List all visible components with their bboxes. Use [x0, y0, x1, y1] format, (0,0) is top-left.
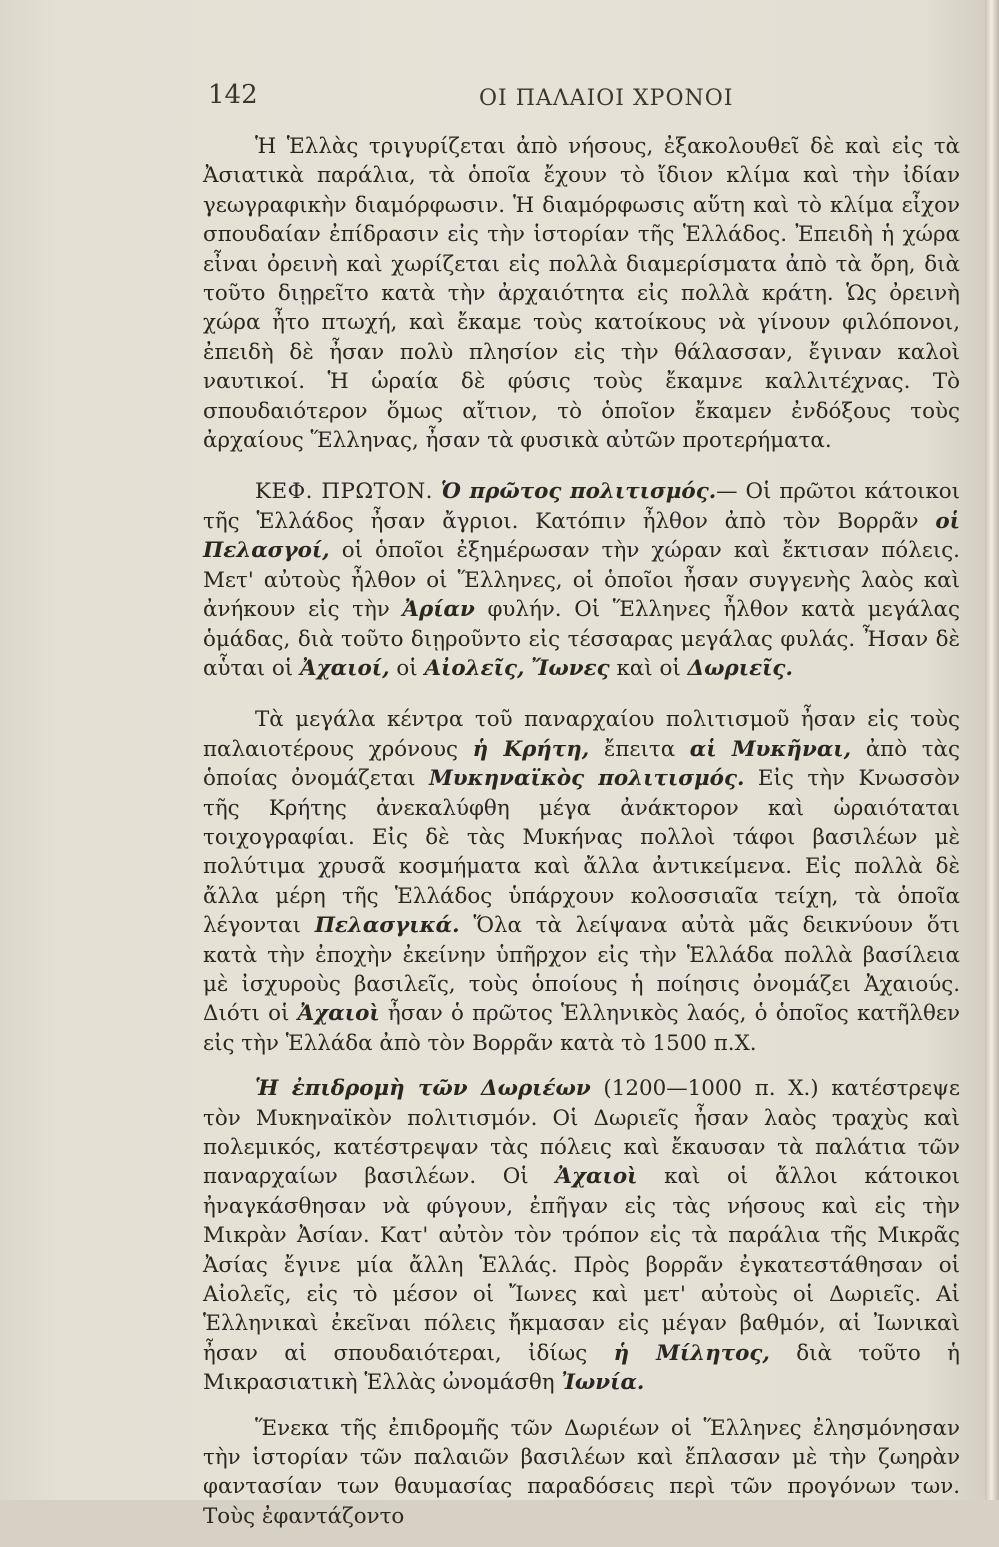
running-title: ΟΙ ΠΑΛΑΙΟΙ ΧΡΟΝΟΙ [479, 86, 734, 111]
paragraph-centers: Τὰ μεγάλα κέντρα τοῦ παναρχαίου πολιτισμοῦ ἦσαν εἰς τοὺς παλαιοτέρους χρόνους ἡ Κρήτη, ἔπειτα αἱ Μυκῆναι, ἀπὸ τὰς ὁποίας ὀνομάζεται Μυκηναϊκὸς πολιτισμός. Εἰς τὴν Κνωσσὸν τῆς Κρήτης ἀνεκαλύφθη μέγα ἀνάκτορον καὶ ὡραιόταται τοιχογραφίαι. Εἰς δὲ τὰς Μυκήνας πολλοὶ τάφοι βασιλέων μὲ πολύτιμα χρυσᾶ κοσμήματα καὶ ἄλλα ἀντικείμενα. Εἰς πολλὰ δὲ ἄλλα μέρη τῆς Ἑλλάδος ὑπάρχουν κολοσσιαῖα τείχη, τὰ ὁποῖα λέγονται Πελασγικά. Ὅλα τὰ λείψανα αὐτὰ μᾶς δεικνύουν ὅτι κατὰ τὴν ἐποχὴν ἐκείνην ὑπῆρχον εἰς τὴν Ἑλλάδα πολλὰ βασίλεια μὲ ἰσχυροὺς βασιλεῖς, τοὺς ὁποίους ἡ ποίησις ὀνομάζει Ἀχαιούς. Διότι οἱ Ἀχαιοὶ ἦσαν ὁ πρῶτος Ἑλληνικὸς λαός, ὁ ὁποῖος κατῆλθεν εἰς τὴν Ἑλλάδα ἀπὸ τὸν Βορρᾶν κατὰ τὸ 1500 π.Χ. [203, 707, 960, 1056]
paragraph-dorian-invasion: Ἡ ἐπιδρομὴ τῶν Δωριέων (1200—1000 π. Χ.) κατέστρεψε τὸν Μυκηναϊκὸν πολιτισμόν. Οἱ Δωριεῖς ἦσαν λαὸς τραχὺς καὶ πολεμικός, κατέστρεψαν τὰς πόλεις καὶ ἔκαυσαν τὰ παλάτια τῶν παναρχαίων βασιλέων. Οἱ Ἀχαιοὶ καὶ οἱ ἄλλοι κάτοικοι ἠναγκάσθησαν νὰ φύγουν, ἐπῆγαν εἰς τὰς νήσους καὶ εἰς τὴν Μικρὰν Ἀσίαν. Κατ' αὐτὸν τὸν τρόπον εἰς τὰ παράλια τῆς Μικρᾶς Ἀσίας ἔγινε μία ἄλλη Ἑλλάς. Πρὸς βορρᾶν ἐγκατεστάθησαν οἱ Αἰολεῖς, εἰς τὸ μέσον οἱ Ἴωνες καὶ μετ' αὐτοὺς οἱ Δωριεῖς. Αἱ Ἑλληνικαὶ ἐκεῖναι πόλεις ἤκμασαν εἰς μέγαν βαθμόν, αἱ Ἰωνικαὶ ἦσαν αἱ σπουδαιότεραι, ἰδίως ἡ Μίλητος, διὰ τοῦτο ἡ Μικρασιατικὴ Ἑλλὰς ὠνομάσθη Ἰωνία. [203, 1076, 960, 1396]
paragraph-geography: Ἡ Ἑλλὰς τριγυρίζεται ἀπὸ νήσους, ἐξακολουθεῖ δὲ καὶ εἰς τὰ Ἀσιατικὰ παράλια, τὰ ὁποῖα ἔχουν τὸ ἴδιον κλίμα καὶ τὴν ἰδίαν γεωγραφικὴν διαμόρφωσιν. Ἡ διαμόρφωσις αὕτη καὶ τὸ κλίμα εἶχον σπουδαίαν ἐπίδρασιν εἰς τὴν ἱστορίαν τῆς Ἑλλάδος. Ἐπειδὴ ἡ χώρα εἶναι ὀρεινὴ καὶ χωρίζεται εἰς πολλὰ διαμερίσματα ἀπὸ τὰ ὄρη, διὰ τοῦτο διῃρεῖτο κατὰ τὴν ἀρχαιότητα εἰς πολλὰ κράτη. Ὡς ὀρεινὴ χώρα ἦτο πτωχή, καὶ ἔκαμε τοὺς κατοίκους νὰ γίνουν φιλόπονοι, ἐπειδὴ δὲ ἦσαν πολὺ πλησίον εἰς τὴν θάλασσαν, ἔγιναν καλοὶ ναυτικοί. Ἡ ὡραία δὲ φύσις τοὺς ἔκαμνε καλλιτέχνας. Τὸ σπουδαιότερον ὅμως αἴτιον, τὸ ὁποῖον ἔκαμεν ἐνδόξους τοὺς ἀρχαίους Ἕλληνας, ἦσαν τὰ φυσικὰ αὐτῶν προτερήματα. [203, 134, 960, 454]
page-header [208, 80, 960, 120]
paragraph-traditions: Ἕνεκα τῆς ἐπιδρομῆς τῶν Δωριέων οἱ Ἕλληνες ἐλησμόνησαν τὴν ἱστορίαν τῶν παλαιῶν βασιλέων καὶ ἔπλασαν μὲ τὴν ζωηρὰν φαντασίαν των θαυμασίας παραδόσεις περὶ τῶν προγόνων των. Τοὺς ἐφαντάζοντο [203, 1415, 960, 1529]
page-number: 142 [208, 80, 258, 110]
section-heading: Ὁ πρῶτος πολιτισμός. [440, 479, 717, 505]
chapter-label: ΚΕΦ. ΠΡΩΤΟΝ. [255, 479, 433, 505]
page-edge [985, 0, 999, 1500]
paragraph-chapter-one: ΚΕΦ. ΠΡΩΤΟΝ. Ὁ πρῶτος πολιτισμός.— Οἱ πρῶτοι κάτοικοι τῆς Ἑλλάδος ἦσαν ἄγριοι. Κατόπιν ἦλθον ἀπὸ τὸν Βορρᾶν οἱ Πελασγοί, οἱ ὁποῖοι ἐξημέρωσαν τὴν χώραν καὶ ἔκτισαν πόλεις. Μετ' αὐτοὺς ἦλθον οἱ Ἕλληνες, οἱ ὁποῖοι ἦσαν συγγενὴς λαὸς καὶ ἀνήκουν εἰς τὴν Ἀρίαν φυλήν. Οἱ Ἕλληνες ἦλθον κατὰ μεγάλας ὁμάδας, διὰ τοῦτο διῃροῦντο εἰς τέσσαρας μεγάλας φυλάς. Ἦσαν δὲ αὗται οἱ Ἀχαιοί, οἱ Αἰολεῖς, Ἴωνες καὶ οἱ Δωριεῖς. [203, 479, 960, 681]
body-text [203, 132, 960, 1547]
